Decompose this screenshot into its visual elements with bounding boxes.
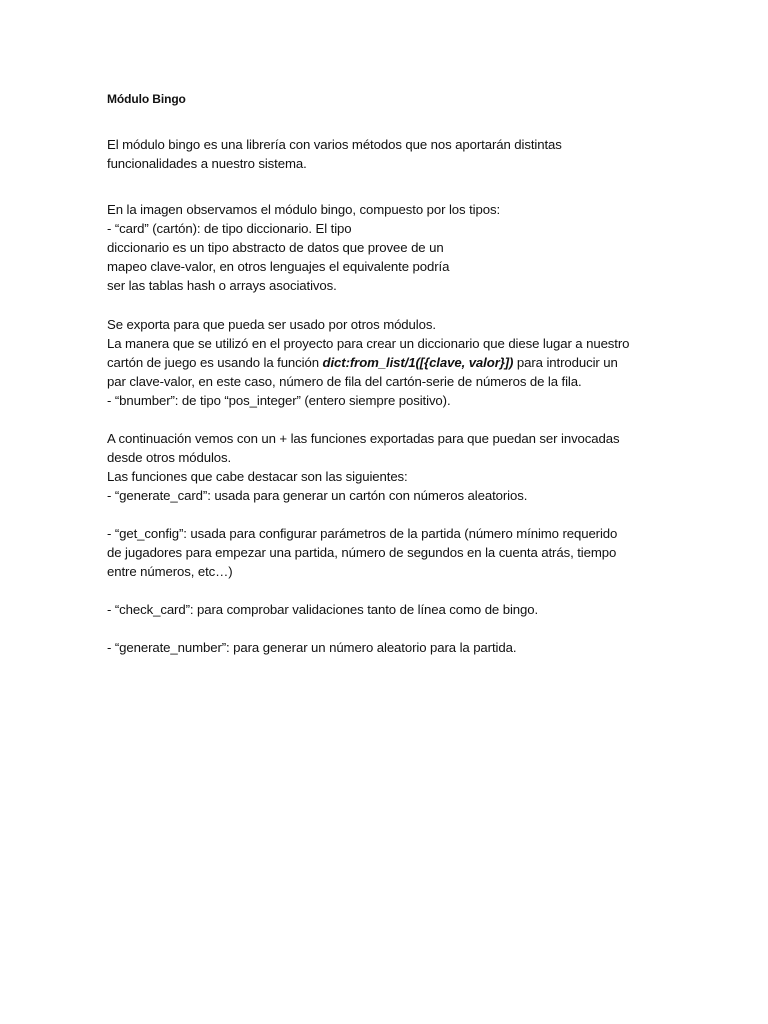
functions-paragraph [107, 429, 667, 505]
text-line: funcionalidades a nuestro sistema. [107, 156, 307, 171]
generate-number-paragraph [107, 638, 667, 657]
text-line: A continuación vemos con un + las funciones exportadas para que puedan ser invocadas [107, 431, 620, 446]
types-paragraph [107, 200, 667, 295]
text-line: Las funciones que cabe destacar son las siguientes: [107, 469, 408, 484]
text-line: - “get_config”: usada para configurar parámetros de la partida (número mínimo requerido [107, 526, 618, 541]
check-card-paragraph [107, 600, 667, 619]
text-line: diccionario es un tipo abstracto de datos que provee de un [107, 240, 444, 255]
text-line: mapeo clave-valor, en otros lenguajes el equivalente podría [107, 259, 450, 274]
text-line: - “check_card”: para comprobar validaciones tanto de línea como de bingo. [107, 602, 539, 617]
text-line: de jugadores para empezar una partida, número de segundos en la cuenta atrás, tiempo [107, 545, 617, 560]
text-line: entre números, etc…) [107, 564, 233, 579]
get-config-paragraph [107, 524, 667, 581]
text-line: El módulo bingo es una librería con varios métodos que nos aportarán distintas [107, 137, 562, 152]
code-function-name: dict:from_list/1([{clave, valor}]) [322, 355, 514, 370]
text-line: desde otros módulos. [107, 450, 232, 465]
text-line: ser las tablas hash o arrays asociativos. [107, 278, 337, 293]
text-line: - “generate_number”: para generar un número aleatorio para la partida. [107, 640, 517, 655]
text-line [107, 353, 667, 372]
text-line: Se exporta para que pueda ser usado por otros módulos. [107, 317, 436, 332]
text-segment: cartón de juego es usando la función [107, 355, 323, 370]
document-title: Módulo Bingo [107, 92, 186, 106]
text-segment: para introducir un [513, 355, 618, 370]
document-body [107, 90, 667, 676]
export-paragraph [107, 315, 667, 410]
text-line: La manera que se utilizó en el proyecto para crear un diccionario que diese lugar a nuestro [107, 336, 630, 351]
text-line: - “generate_card”: usada para generar un cartón con números aleatorios. [107, 488, 528, 503]
text-line: En la imagen observamos el módulo bingo, compuesto por los tipos: [107, 202, 501, 217]
text-line: par clave-valor, en este caso, número de fila del cartón-serie de números de la fila. [107, 374, 582, 389]
text-line: - “card” (cartón): de tipo diccionario. El tipo [107, 221, 352, 236]
text-line: - “bnumber”: de tipo “pos_integer” (entero siempre positivo). [107, 393, 451, 408]
intro-paragraph [107, 135, 667, 173]
